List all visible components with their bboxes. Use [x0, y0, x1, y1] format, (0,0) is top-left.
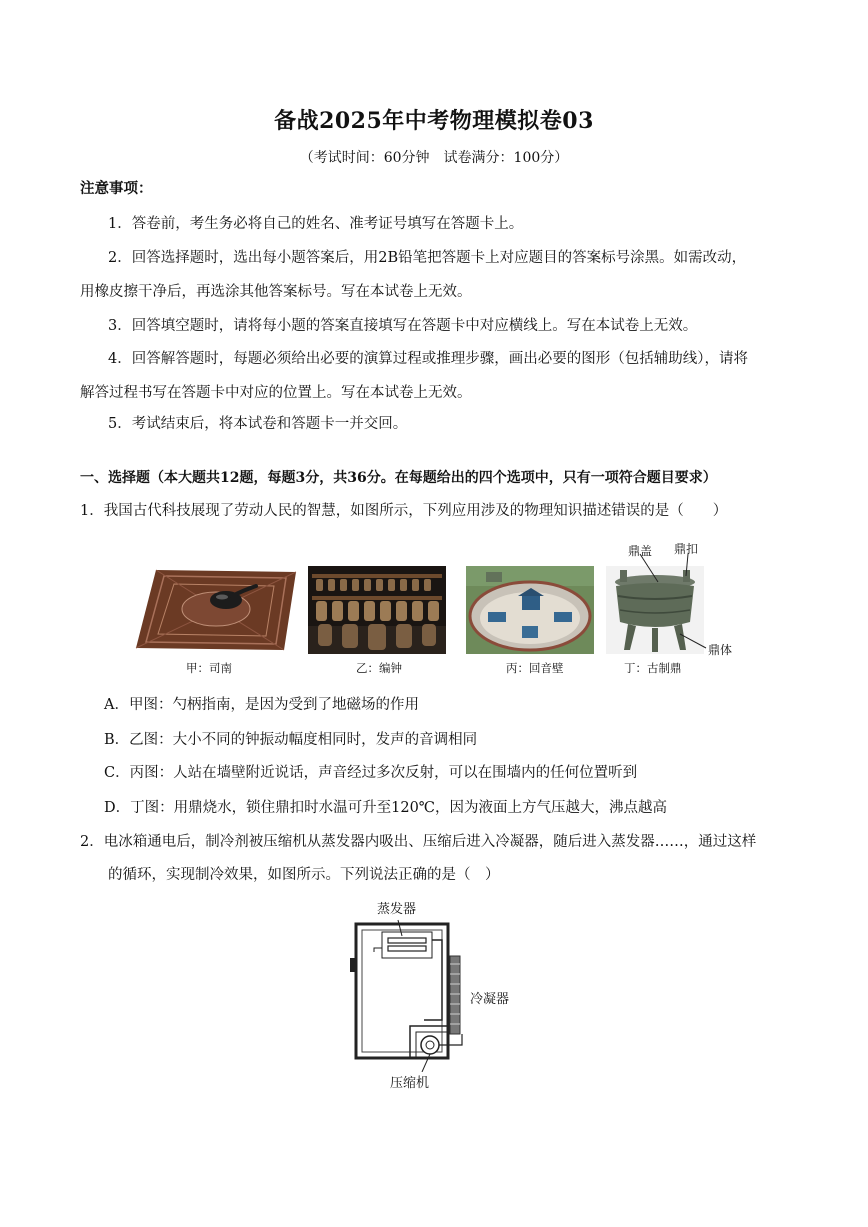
- condenser-label: 冷凝器: [470, 992, 510, 1007]
- q1-option-a: A．甲图：勺柄指南，是因为受到了地磁场的作用: [104, 697, 419, 713]
- notice-item-3: 3．回答填空题时，请将每小题的答案直接填写在答题卡中对应横线上。写在本试卷上无效。: [108, 318, 698, 334]
- notice-item-4-cont: 解答过程书写在答题卡中对应的位置上。写在本试卷上无效。: [80, 385, 472, 401]
- q1-option-d: D．丁图：用鼎烧水，锁住鼎扣时水温可升至120℃，因为液面上方气压越大，沸点越高: [104, 800, 668, 816]
- ding-body-label: 鼎体: [708, 643, 733, 657]
- compressor-label: 压缩机: [390, 1076, 430, 1091]
- sinan-compass-image: [134, 566, 298, 652]
- question-1-stem: 1．我国古代科技展现了劳动人民的智慧，如图所示，下列应用涉及的物理知识描述错误的是（ ）: [80, 503, 728, 519]
- ding-lid-label: 鼎盖: [628, 544, 653, 558]
- question-2-stem-cont: 的循环，实现制冷效果，如图所示。下列说法正确的是（ ）: [108, 867, 500, 883]
- refrigerator-diagram: [344, 912, 474, 1072]
- caption-echo-wall: 丙：回音壁: [506, 661, 564, 675]
- q1-option-b: B．乙图：大小不同的钟振动幅度相同时，发声的音调相同: [104, 732, 478, 748]
- ding-buckle-label: 鼎扣: [674, 542, 699, 556]
- bianzhong-bells-image: [308, 566, 446, 654]
- question-2-stem: 2．电冰箱通电后，制冷剂被压缩机从蒸发器内吸出、压缩后进入冷凝器，随后进入蒸发器……，通过这样: [80, 834, 757, 850]
- evaporator-label: 蒸发器: [377, 902, 417, 917]
- exam-info: （考试时间：60分钟 试卷满分：100分）: [299, 150, 569, 166]
- section-heading: 一、选择题（本大题共12题，每题3分，共36分。在每题给出的四个选项中，只有一项符合题目要求）: [80, 470, 717, 486]
- notice-heading: 注意事项：: [80, 180, 153, 197]
- caption-ding: 丁：古制鼎: [624, 661, 682, 675]
- notice-item-2: 2．回答选择题时，选出每小题答案后，用2B铅笔把答题卡上对应题目的答案标号涂黑。如需改动，: [108, 250, 747, 266]
- notice-item-2-cont: 用橡皮擦干净后，再选涂其他答案标号。写在本试卷上无效。: [80, 284, 472, 300]
- notice-item-1: 1．答卷前，考生务必将自己的姓名、准考证号填写在答题卡上。: [108, 216, 524, 232]
- caption-bianzhong: 乙：编钟: [356, 661, 402, 675]
- echo-wall-image: [466, 566, 594, 654]
- caption-sinan: 甲：司南: [186, 661, 232, 675]
- page-title: 备战2025年中考物理模拟卷03: [274, 108, 594, 134]
- q1-option-c: C．丙图：人站在墙壁附近说话，声音经过多次反射，可以在围墙内的任何位置听到: [104, 765, 638, 781]
- notice-item-5: 5．考试结束后，将本试卷和答题卡一并交回。: [108, 416, 408, 432]
- notice-item-4: 4．回答解答题时，每题必须给出必要的演算过程或推理步骤，画出必要的图形（包括辅助线），请将: [108, 351, 748, 367]
